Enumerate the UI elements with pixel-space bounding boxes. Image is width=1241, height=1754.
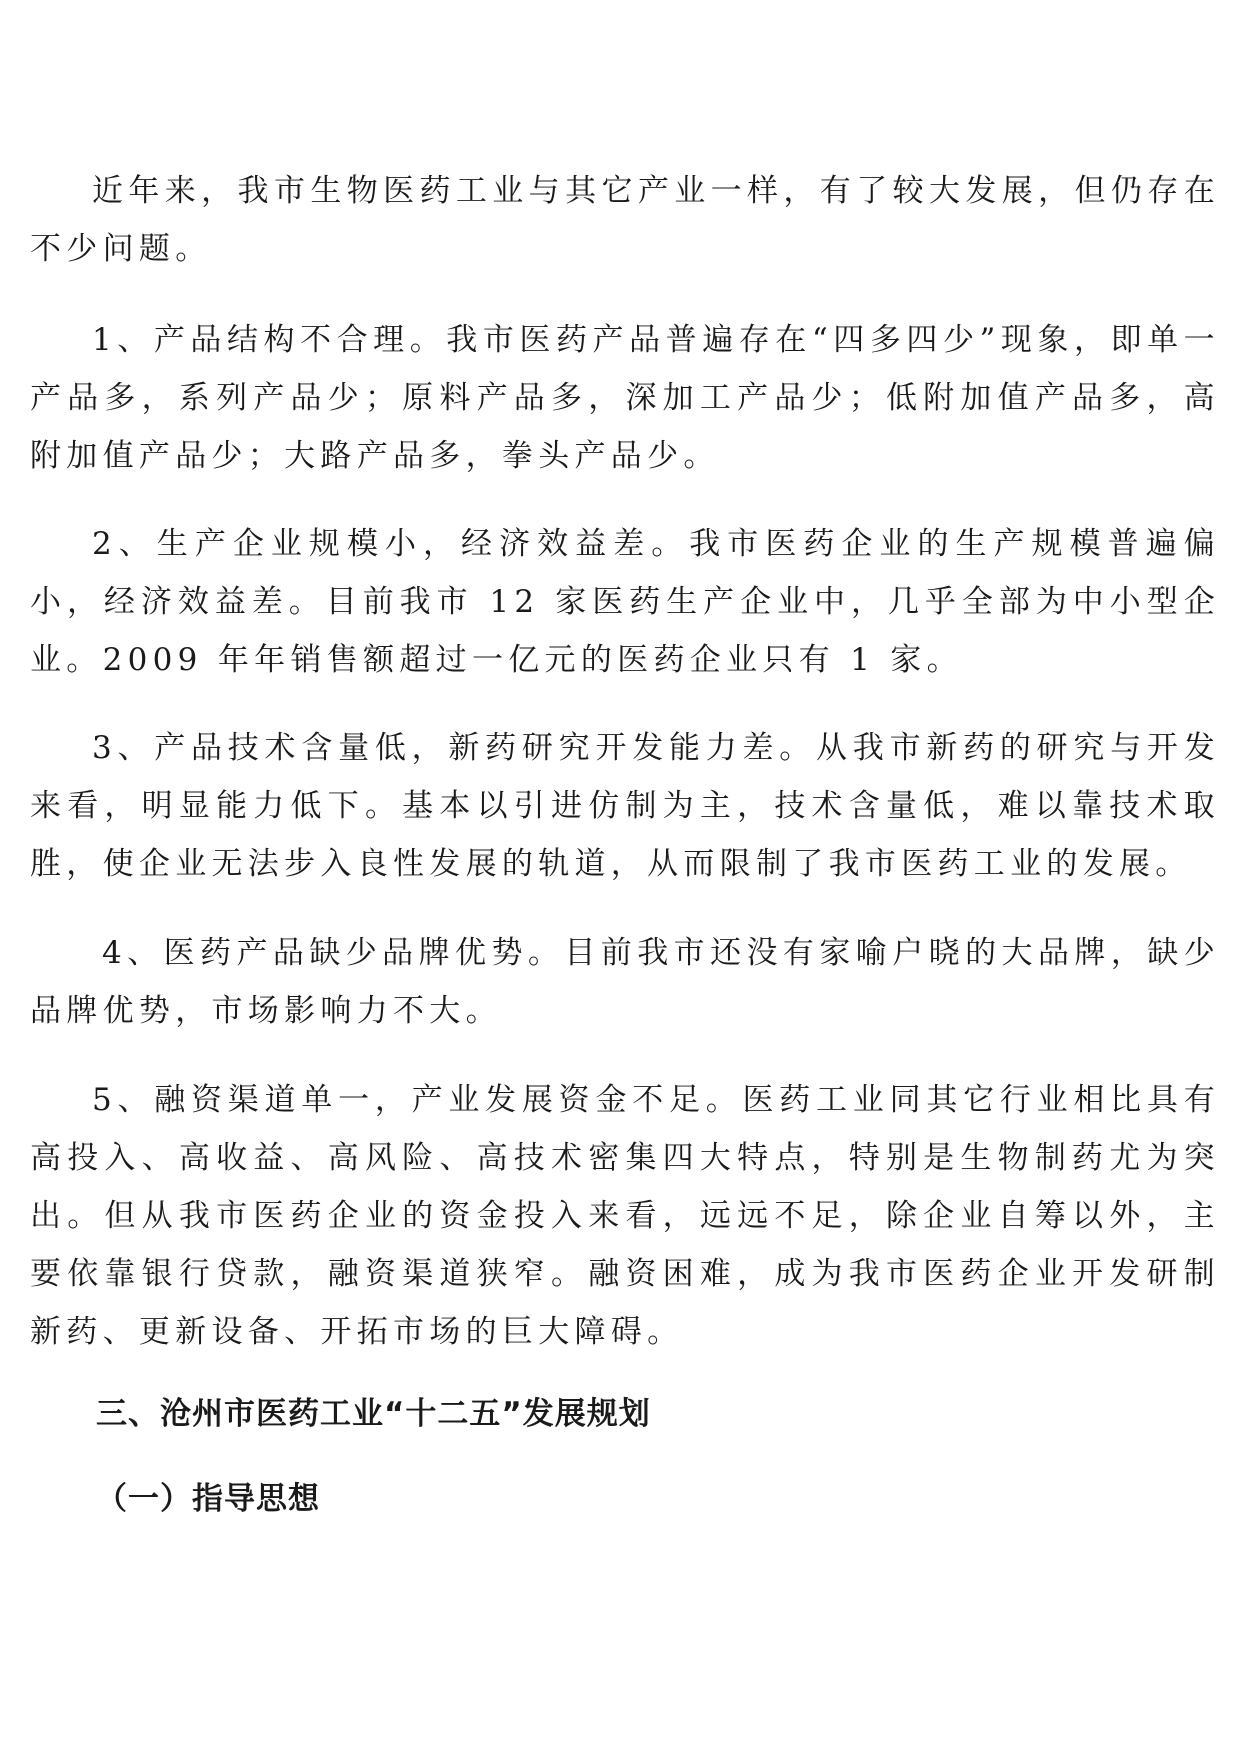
- paragraph-issue-3: 3、产品技术含量低，新药研究开发能力差。从我市新药的研究与开发来看，明显能力低下。基本以引进仿制为主，技术含量低，难以靠技术取胜，使企业无法步入良性发展的轨道，从而限制了我市医药工业的发展。: [30, 730, 1220, 882]
- paragraph-issue-4: 4、医药产品缺少品牌优势。目前我市还没有家喻户晓的大品牌，缺少品牌优势，市场影响力不大。: [30, 935, 1220, 1029]
- section-heading: 三、沧州市医药工业“十二五”发展规划: [96, 1396, 651, 1432]
- paragraph-intro: 近年来，我市生物医药工业与其它产业一样，有了较大发展，但仍存在不少问题。: [30, 173, 1220, 267]
- paragraph-issue-1: 1、产品结构不合理。我市医药产品普遍存在“四多四少”现象，即单一产品多，系列产品少；原料产品多，深加工产品少；低附加值产品多，高附加值产品少；大路产品多，拳头产品少。: [30, 322, 1220, 474]
- document-page: [30, 0, 1220, 1754]
- paragraph-issue-5: 5、融资渠道单一，产业发展资金不足。医药工业同其它行业相比具有高投入、高收益、高风险、高技术密集四大特点，特别是生物制药尤为突出。但从我市医药企业的资金投入来看，远远不足，除企业自筹以外，主要依靠银行贷款，融资渠道狭窄。融资困难，成为我市医药企业开发研制新药、更新设备、开拓市场的巨大障碍。: [30, 1082, 1220, 1350]
- paragraph-issue-2: 2、生产企业规模小，经济效益差。我市医药企业的生产规模普遍偏小，经济效益差。目前我市 12 家医药生产企业中，几乎全部为中小型企业。2009 年年销售额超过一亿元的医药企业只有 1 家。: [30, 526, 1220, 678]
- subsection-heading: （一）指导思想: [96, 1481, 320, 1517]
